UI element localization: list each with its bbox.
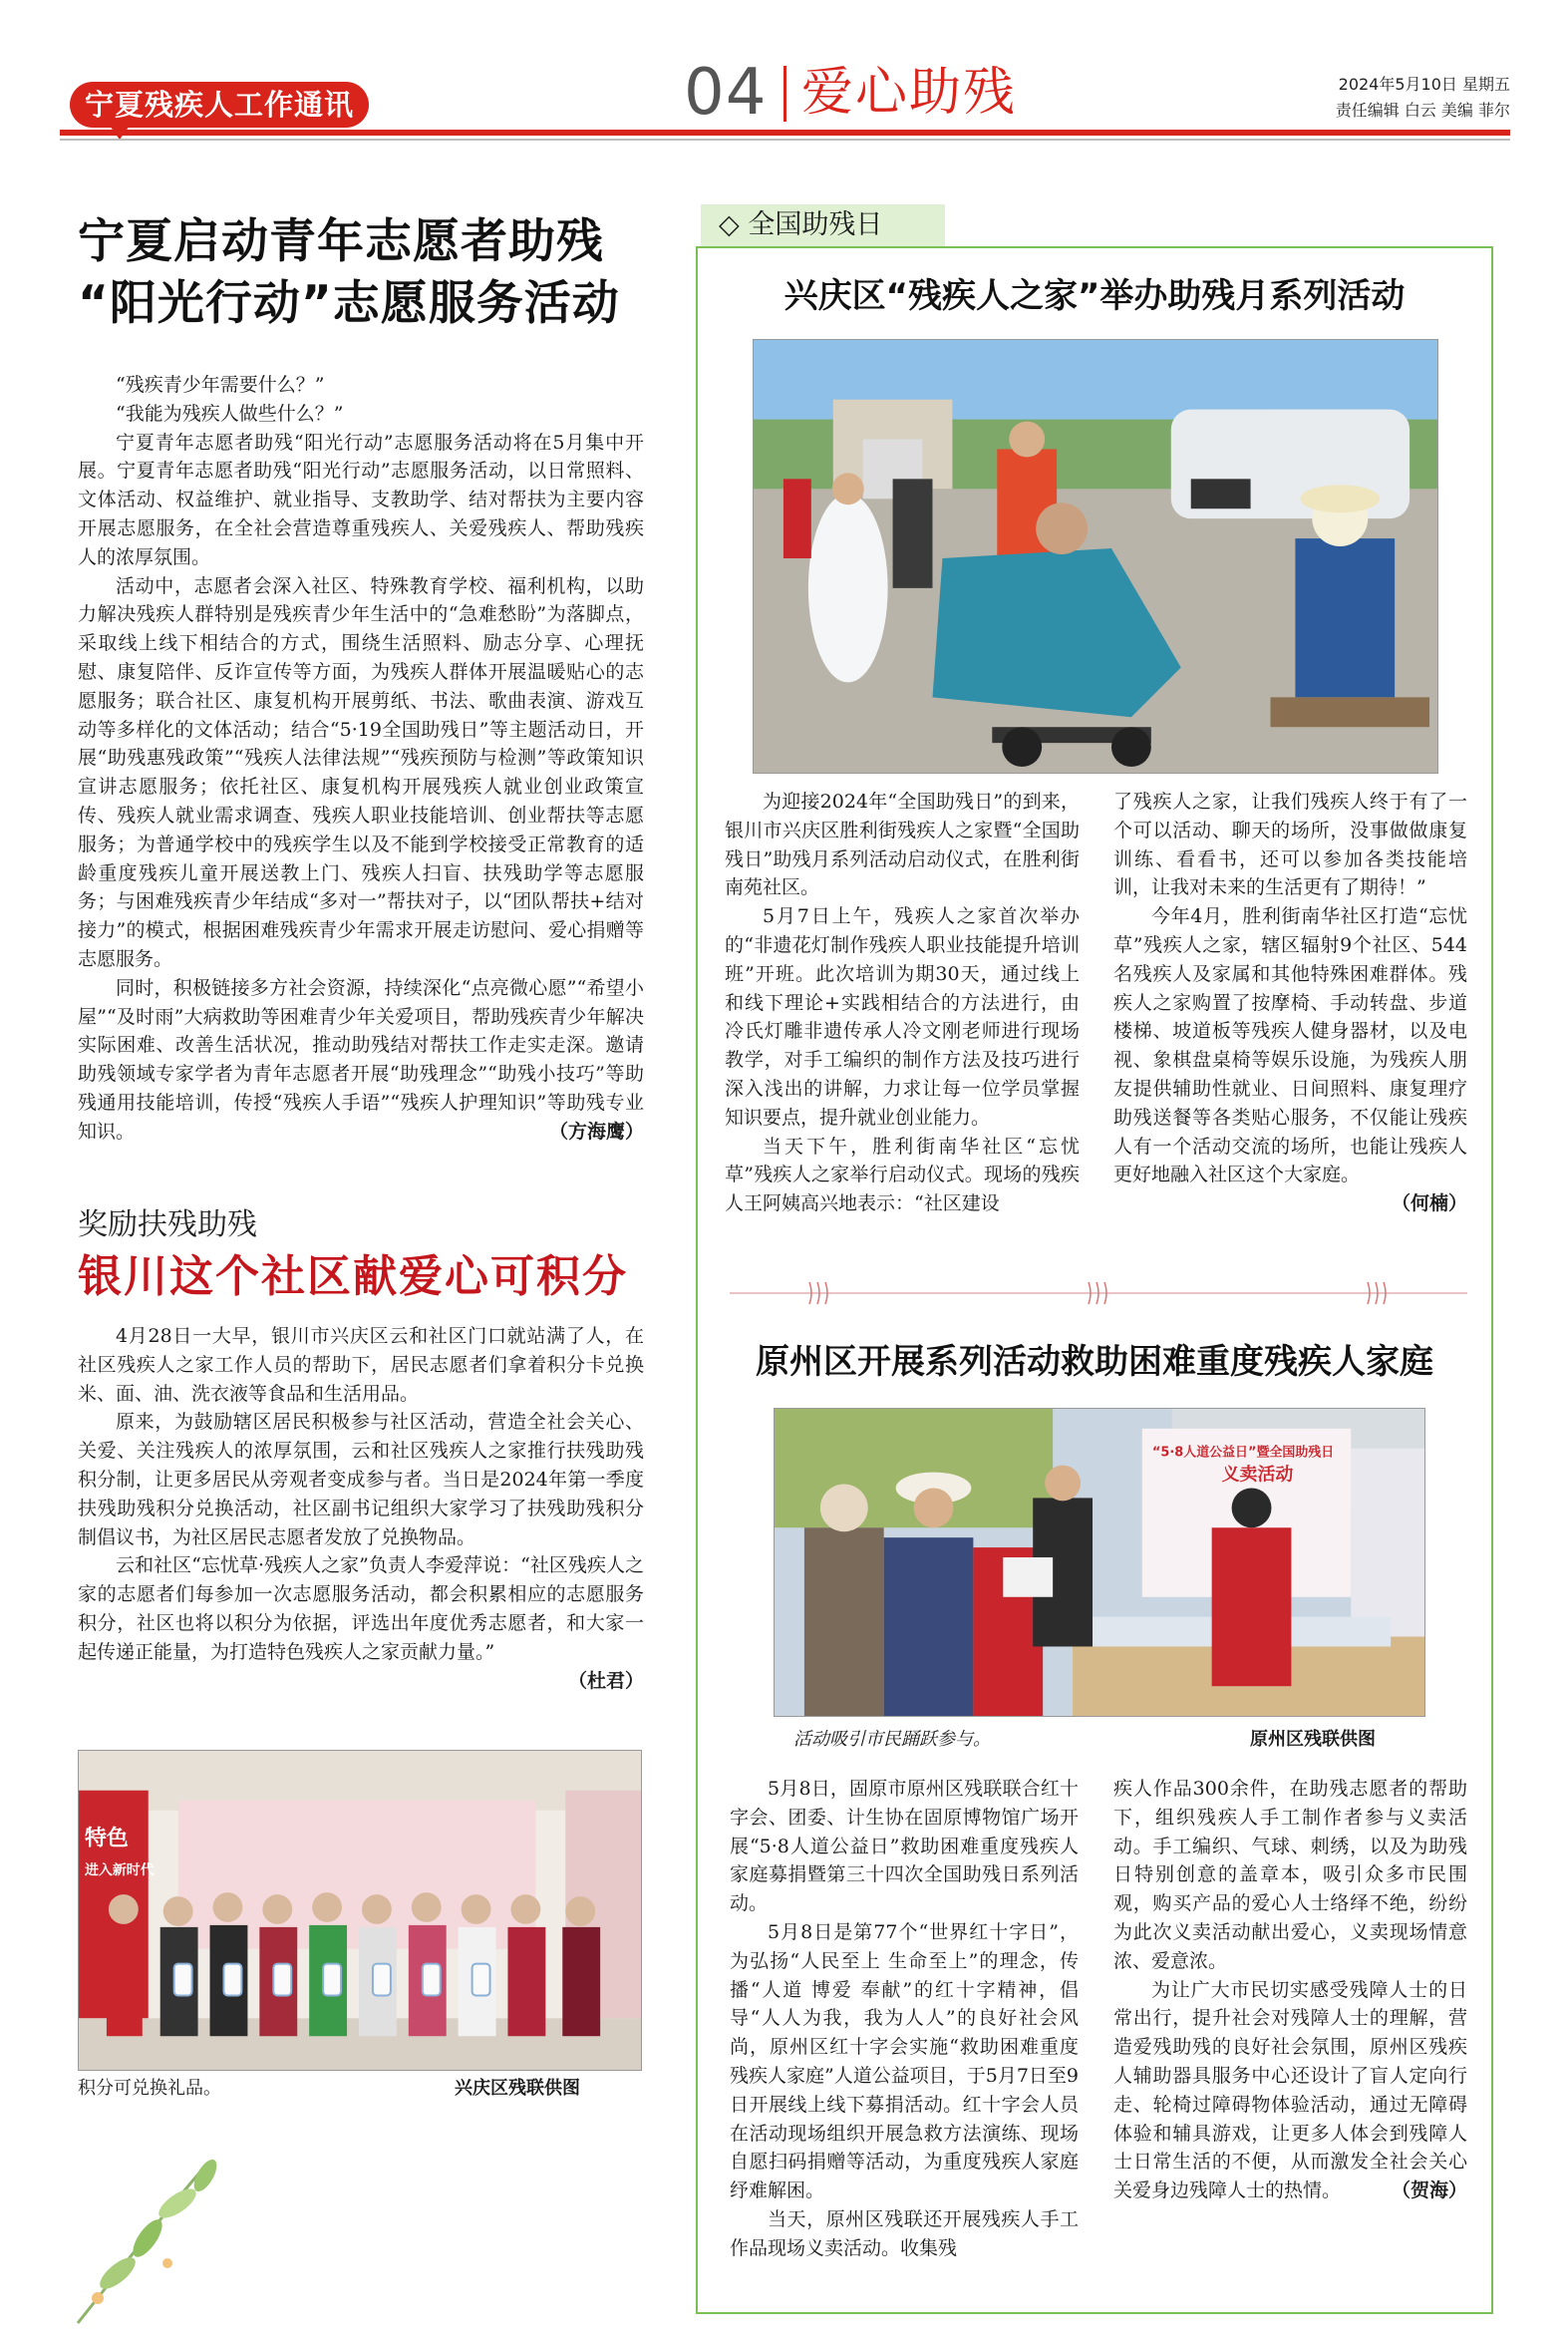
banner-text: 进入新时代 <box>84 1862 155 1879</box>
article4-col2 <box>1113 1775 1467 2205</box>
article4-continuation: 疾人作品300余件，在助残志愿者的帮助下，组织残疾人手工制作者参与义卖活动。手工编织、气球、刺绣，以及为助残日特别创意的盖章本，吸引众多市民围观，购买产品的爱心人士络绎不绝，纷纷为此次义卖活动献出爱心，义卖现场情意浓、爱意浓。 <box>1113 1778 1467 1972</box>
editors-credit: 责任编辑 白云 美编 菲尔 <box>1335 101 1510 120</box>
article4-paragraph: 5月8日，固原市原州区残联联合红十字会、团委、计生协在固原博物馆广场开展“5·8人道公益日”救助困难重度残疾人家庭募捐暨第三十四次全国助残日系列活动。 <box>730 1778 1079 1915</box>
publication-name: 宁夏残疾人工作通讯 <box>70 82 369 128</box>
article3-col2 <box>1113 788 1467 1218</box>
article1-paragraph: 宁夏青年志愿者助残“阳光行动”志愿服务活动将在5月集中开展。宁夏青年志愿者助残“阳光行动”志愿服务活动，以日常照料、文体活动、权益维护、就业指导、支教助学、结对帮扶为主要内容开展志愿服务，在全社会营造尊重残疾人、关爱残疾人、帮助残疾人的浓厚氛围。 <box>78 431 644 568</box>
article3-paragraph: 5月7日上午，残疾人之家首次举办的“非遗花灯制作残疾人职业技能提升培训班”开班。此次培训为期30天，通过线上和线下理论+实践相结合的方法进行，由冷氏灯雕非遗传承人冷文刚老师进行现场教学，对手工编织的制作方法及技巧进行深入浅出的讲解，力求让每一位学员掌握知识要点，提升就业创业能力。 <box>725 905 1080 1129</box>
article2-kicker: 奖励扶残助残 <box>78 1207 257 1242</box>
article4-paragraph: 为让广大市民切实感受残障人士的日常出行，提升社会对残障人士的理解，营造爱残助残的良好社会氛围，原州区残疾人辅助器具服务中心还设计了盲人定向行走、轮椅过障碍物体验活动，通过无障碍体验和辅具游戏，让更多人体会到残障人士日常生活的不便，从而激发全社会关心关爱身边残障人士的热情。 <box>1113 1978 1467 2202</box>
article2-paragraph: 原来，为鼓励辖区居民积极参与社区活动，营造全社会关心、关爱、关注残疾人的浓厚氛围，云和社区残疾人之家推行扶残助残积分制，让更多居民从旁观者变成参与者。当日是2024年第一季度扶残助残积分兑换活动，社区副书记组织大家学习了扶残助残积分制倡议书，为社区居民志愿者发放了兑换物品。 <box>78 1411 644 1548</box>
article3-continuation: 了残疾人之家，让我们残疾人终于有了一个可以活动、聊天的场所，没事做做康复训练、看看书，还可以参加各类技能培训，让我对未来的生活更有了期待！” <box>1113 791 1467 899</box>
banner-text: “5·8人道公益日”暨全国助残日 <box>1151 1445 1335 1461</box>
section-tag: ◇ 全国助残日 <box>701 204 945 246</box>
header-meta <box>1336 72 1510 124</box>
section-divider <box>730 1278 1467 1308</box>
article2-photo-credit: 兴庆区残联供图 <box>455 2078 580 2099</box>
article1-paragraph: “残疾青少年需要什么？” <box>116 374 325 396</box>
article2-body <box>78 1322 644 1695</box>
article1-paragraph: “我能为残疾人做些什么？” <box>116 402 344 425</box>
banner-text: 特色 <box>84 1826 129 1851</box>
page-number: 04 <box>684 56 768 130</box>
article3-photo <box>753 339 1438 774</box>
leaf-decoration-icon <box>58 2124 277 2333</box>
article4-paragraph: 5月8日是第77个“世界红十字日”，为弘扬“人民至上 生命至上”的理念，传播“人道 博爱 奉献”的红十字精神，倡导“人人为我，我为人人”的良好社会风尚，原州区红十字会实施“救助困难重度残疾人家庭”人道公益项目，于5月7日至9日开展线上线下募捐活动。红十字会人员在活动现场组织开展急救方法演练、现场自愿扫码捐赠等活动，为重度残疾人家庭纾难解困。 <box>730 1920 1079 2202</box>
article4-byline: （贺海） <box>1391 2179 1467 2202</box>
charity-sale-photo <box>775 1409 1424 1716</box>
article1-body <box>78 371 644 1147</box>
article2-headline: 银川这个社区献爱心可积分 <box>78 1251 628 1302</box>
volunteers-group-photo <box>79 1751 641 2070</box>
section-title: 爱心助残 <box>801 63 1018 123</box>
article1-paragraph: 活动中，志愿者会深入社区、特殊教育学校、福利机构，以助力解决残疾人群特别是残疾青少年生活中的“急难愁盼”为落脚点，采取线上线下相结合的方式，围绕生活照料、励志分享、心理抚慰、康复陪伴、反诈宣传等方面，为残疾人群体开展温暖贴心的志愿服务；联合社区、康复机构开展剪纸、书法、歌曲表演、游戏互动等多样化的文体活动；结合“5·19全国助残日”等主题活动日，开展“助残惠残政策”“残疾人法律法规”“残疾预防与检测”等政策知识宣讲志愿服务；依托社区、康复机构开展残疾人就业创业政策宣传、残疾人就业需求调查、残疾人职业技能培训、创业帮扶等志愿服务；为普通学校中的残疾学生以及不能到学校接受正常教育的适龄重度残疾儿童开展送教上门、残疾人扫盲、扶残助学等志愿服务；与困难残疾青少年结成“多对一”帮扶对子，以“团队帮扶+结对接力”的模式，根据困难残疾青少年需求开展走访慰问、爱心捐赠等志愿服务。 <box>78 574 644 970</box>
article1-headline-line1: 宁夏启动青年志愿者助残 <box>78 214 604 269</box>
article1-headline <box>78 211 676 335</box>
article3-paragraph: 为迎接2024年“全国助残日”的到来，银川市兴庆区胜利街残疾人之家暨“全国助残日”助残月系列活动启动仪式，在胜利街南苑社区。 <box>725 791 1080 899</box>
article4-photo-caption: 活动吸引市民踊跃参与。 <box>793 1729 991 1750</box>
article3-col1 <box>725 788 1080 1218</box>
page-number-separator <box>784 66 786 122</box>
issue-date: 2024年5月10日 星期五 <box>1338 75 1510 94</box>
article2-paragraph: 云和社区“忘忧草·残疾人之家”负责人李爱萍说：“社区残疾人之家的志愿者们每参加一次志愿服务活动，都会积累相应的志愿服务积分，社区也将以积分为依据，评选出年度优秀志愿者，和大家一起传递正能量，为打造特色残疾人之家贡献力量。” <box>78 1554 644 1663</box>
article4-photo <box>774 1408 1425 1717</box>
article3-byline: （何楠） <box>1391 1192 1467 1215</box>
article3-paragraph: 当天下午，胜利街南华社区“忘忧草”残疾人之家举行启动仪式。现场的残疾人王阿姨高兴地表示：“社区建设 <box>725 1135 1080 1215</box>
article4-paragraph: 当天，原州区残联还开展残疾人手工作品现场义卖活动。收集残 <box>730 2207 1079 2259</box>
header-rule <box>60 130 1510 136</box>
article2-photo-caption: 积分可兑换礼品。 <box>78 2078 221 2099</box>
article2-byline: （杜君） <box>567 1669 644 1692</box>
haircut-service-photo <box>754 340 1437 773</box>
article3-paragraph: 今年4月，胜利街南华社区打造“忘忧草”残疾人之家，辖区辐射9个社区、544名残疾人及家属和其他特殊困难群体。残疾人之家购置了按摩椅、手动转盘、步道楼梯、坡道板等残疾人健身器材，以及电视、象棋盘桌椅等娱乐设施，为残疾人朋友提供辅助性就业、日间照料、康复理疗助残送餐等各类贴心服务，不仅能让残疾人有一个活动交流的场所，也能让残疾人更好地融入社区这个大家庭。 <box>1113 905 1467 1186</box>
header-rule-thin <box>60 139 1510 141</box>
article1-headline-line2: “阳光行动”志愿服务活动 <box>78 276 620 331</box>
article2-photo <box>78 1750 642 2071</box>
article4-photo-credit: 原州区残联供图 <box>1250 1729 1376 1750</box>
article3-headline: 兴庆区“残疾人之家”举办助残月系列活动 <box>784 276 1406 316</box>
banner-text: 义卖活动 <box>1221 1464 1294 1486</box>
article1-byline: （方海鹰） <box>548 1120 644 1143</box>
article2-paragraph: 4月28日一大早，银川市兴庆区云和社区门口就站满了人，在社区残疾人之家工作人员的帮助下，居民志愿者们拿着积分卡兑换米、面、油、洗衣液等食品和生活用品。 <box>78 1325 644 1405</box>
article1-paragraph: 同时，积极链接多方社会资源，持续深化“点亮微心愿”“希望小屋”“及时雨”大病救助等困难青少年关爱项目，帮助残疾青少年解决实际困难、改善生活状况，推动助残结对帮扶工作走实走深。邀请助残领域专家学者为青年志愿者开展“助残理念”“助残小技巧”等助残通用技能培训，传授“残疾人手语”“残疾人护理知识”等助残专业知识。 <box>78 976 644 1143</box>
article4-headline: 原州区开展系列活动救助困难重度残疾人家庭 <box>756 1342 1433 1382</box>
article4-col1 <box>730 1775 1079 2263</box>
